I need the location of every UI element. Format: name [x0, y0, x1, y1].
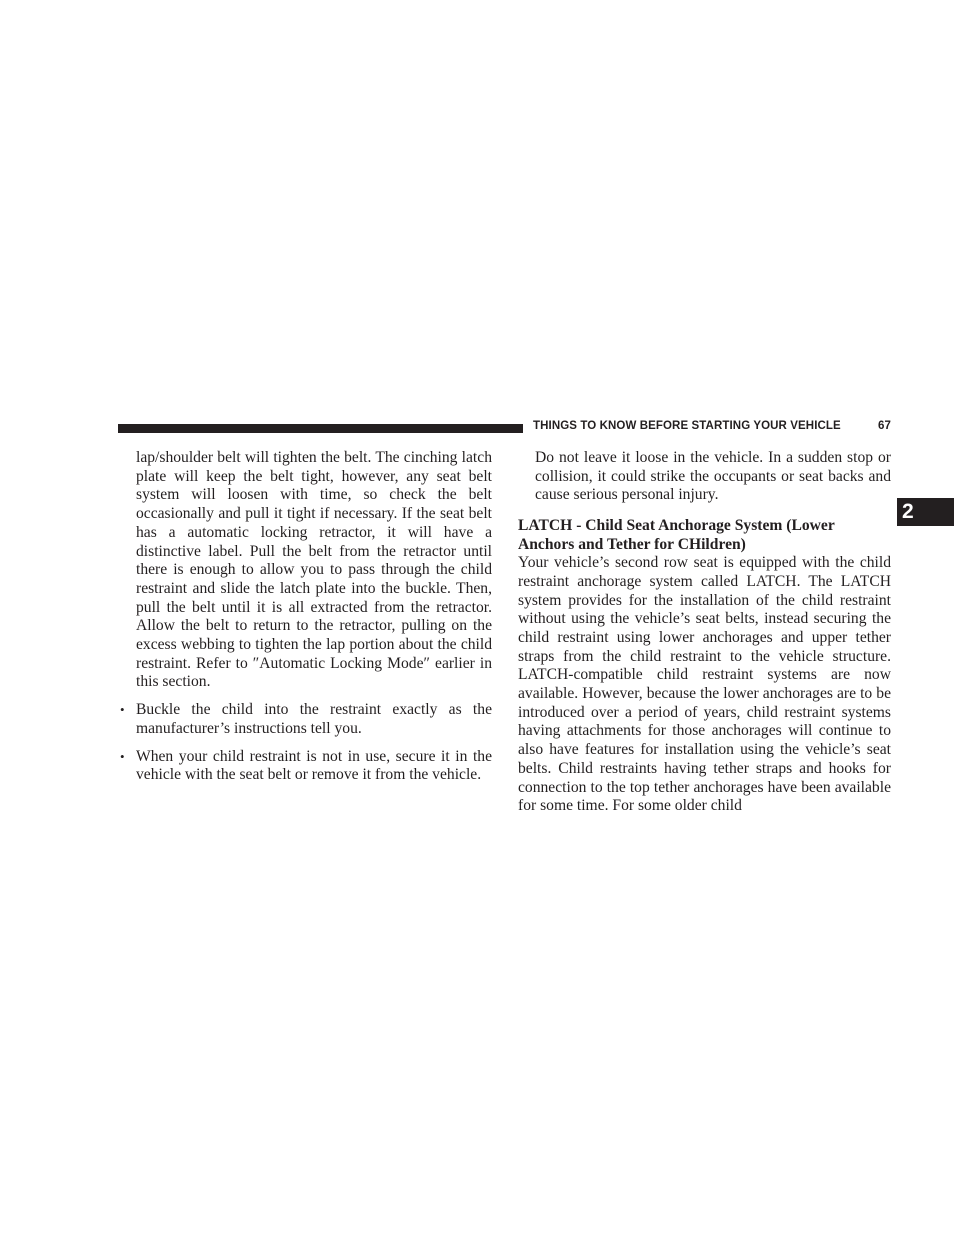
- running-header: [533, 420, 891, 432]
- left-column: [120, 449, 492, 794]
- section-heading: LATCH - Child Seat Anchorage System (Lower Anchors and Tether for CHildren): [518, 517, 835, 554]
- continued-paragraph: Do not leave it loose in the vehicle. In a sudden stop or collision, it could strike the occupants or seat backs and cause serious personal injury.: [535, 449, 891, 504]
- bullet-list: [120, 701, 492, 785]
- body-paragraph: lap/shoulder belt will tighten the belt. The cinching latch plate will keep the belt tight, however, any seat belt system will loosen with time, so check the belt occasionally and pull it tight if necessary. If the seat belt has a automatic locking retractor, it will have a distinctive label. Pull the belt from the retractor until there is enough to allow you to pass through the child restraint and slide the latch plate into the buckle. Then, pull the belt until it is all extracted from the retractor. Allow the belt to return to the retractor, pulling on the excess webbing to tighten the lap portion about the child restraint. Refer to ″Automatic Locking Mode″ earlier in this section.: [136, 449, 492, 691]
- list-item: [120, 747, 492, 785]
- bullet-icon: •: [120, 748, 125, 764]
- chapter-tab: [897, 498, 954, 526]
- right-column: [518, 449, 891, 816]
- body-paragraph: Your vehicle’s second row seat is equipped with the child restraint anchorage system called LATCH. The LATCH system provides for the installation of the child restraint without using the vehicle’s seat belts, instead securing the child restraint using lower anchorages and upper tether straps from the child restraint to the vehicle structure. LATCH-compatible child restraint systems are now available. However, because the lower anchorages are to be introduced over a period of years, child restraint systems having attachments for those anchorages will continue to also have features for installation using the vehicle’s seat belts. Child restraints having tether straps and hooks for connection to the top tether anchorages have been available for some time. For some older child: [518, 554, 891, 815]
- header-title: THINGS TO KNOW BEFORE STARTING YOUR VEHICLE: [533, 420, 841, 432]
- page-number: 67: [878, 420, 891, 432]
- chapter-number: 2: [902, 500, 914, 523]
- header-rule: [118, 424, 523, 433]
- bullet-icon: •: [120, 702, 125, 718]
- list-item: [120, 701, 492, 738]
- bullet-text: Buckle the child into the restraint exactly as the manufacturer’s instructions tell you.: [136, 701, 492, 737]
- bullet-text: When your child restraint is not in use, secure it in the vehicle with the seat belt or remove it from the vehicle.: [136, 747, 492, 784]
